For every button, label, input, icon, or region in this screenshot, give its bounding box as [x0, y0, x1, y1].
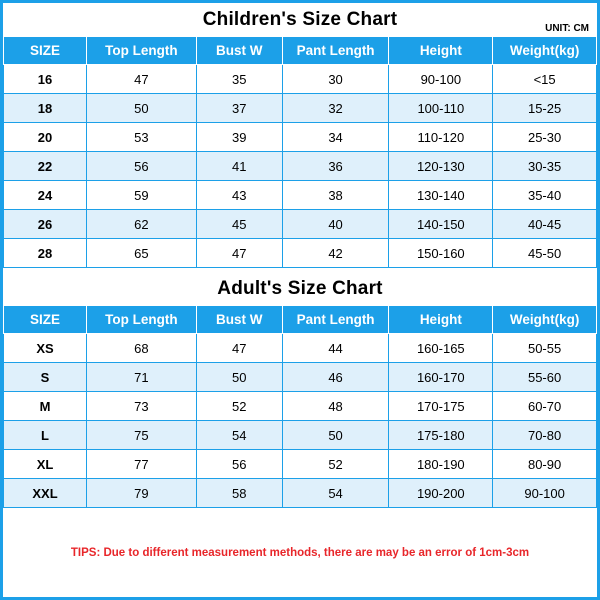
cell-size: M	[4, 392, 87, 421]
cell-weight: 60-70	[493, 392, 597, 421]
cell-size: S	[4, 363, 87, 392]
adult-col-height: Height	[389, 306, 493, 334]
table-row	[4, 94, 597, 123]
cell-height: 160-165	[389, 334, 493, 363]
cell-pant-length: 50	[282, 421, 389, 450]
children-col-bust-w: Bust W	[196, 37, 282, 65]
cell-height: 120-130	[389, 152, 493, 181]
table-row	[4, 65, 597, 94]
table-row	[4, 210, 597, 239]
children-col-weight: Weight(kg)	[493, 37, 597, 65]
cell-height: 130-140	[389, 181, 493, 210]
cell-height: 140-150	[389, 210, 493, 239]
unit-label: UNIT: CM	[545, 23, 589, 34]
adult-col-bust-w: Bust W	[196, 306, 282, 334]
cell-height: 180-190	[389, 450, 493, 479]
children-chart-title: Children's Size Chart	[202, 8, 398, 30]
adult-col-weight: Weight(kg)	[493, 306, 597, 334]
cell-top-length: 79	[87, 479, 197, 508]
children-col-height: Height	[389, 37, 493, 65]
cell-height: 100-110	[389, 94, 493, 123]
cell-size: XS	[4, 334, 87, 363]
cell-top-length: 73	[87, 392, 197, 421]
adult-size-table	[3, 305, 597, 508]
table-row	[4, 334, 597, 363]
cell-pant-length: 54	[282, 479, 389, 508]
cell-pant-length: 30	[282, 65, 389, 94]
cell-bust-w: 45	[196, 210, 282, 239]
children-col-pant-length: Pant Length	[282, 37, 389, 65]
cell-top-length: 62	[87, 210, 197, 239]
cell-bust-w: 47	[196, 334, 282, 363]
cell-pant-length: 44	[282, 334, 389, 363]
table-row	[4, 392, 597, 421]
adult-col-size: SIZE	[4, 306, 87, 334]
cell-height: 175-180	[389, 421, 493, 450]
cell-pant-length: 42	[282, 239, 389, 268]
adult-col-pant-length: Pant Length	[282, 306, 389, 334]
cell-bust-w: 35	[196, 65, 282, 94]
table-row	[4, 363, 597, 392]
cell-size: 16	[4, 65, 87, 94]
cell-height: 90-100	[389, 65, 493, 94]
cell-weight: 25-30	[493, 123, 597, 152]
cell-size: 18	[4, 94, 87, 123]
cell-height: 160-170	[389, 363, 493, 392]
table-row	[4, 152, 597, 181]
cell-pant-length: 40	[282, 210, 389, 239]
cell-weight: 35-40	[493, 181, 597, 210]
cell-pant-length: 48	[282, 392, 389, 421]
cell-height: 190-200	[389, 479, 493, 508]
cell-top-length: 50	[87, 94, 197, 123]
cell-weight: 30-35	[493, 152, 597, 181]
cell-pant-length: 34	[282, 123, 389, 152]
cell-height: 110-120	[389, 123, 493, 152]
children-col-top-length: Top Length	[87, 37, 197, 65]
table-row	[4, 181, 597, 210]
cell-top-length: 59	[87, 181, 197, 210]
cell-weight: 80-90	[493, 450, 597, 479]
cell-weight: 15-25	[493, 94, 597, 123]
children-chart-title-row	[3, 3, 597, 36]
cell-size: 22	[4, 152, 87, 181]
table-row	[4, 421, 597, 450]
cell-pant-length: 46	[282, 363, 389, 392]
cell-bust-w: 43	[196, 181, 282, 210]
cell-pant-length: 52	[282, 450, 389, 479]
cell-bust-w: 58	[196, 479, 282, 508]
children-size-table	[3, 36, 597, 268]
cell-weight: 55-60	[493, 363, 597, 392]
tips-text: TIPS: Due to different measurement methods, there are may be an error of 1cm-3cm	[70, 546, 530, 559]
table-row	[4, 450, 597, 479]
cell-size: XXL	[4, 479, 87, 508]
cell-top-length: 71	[87, 363, 197, 392]
cell-bust-w: 50	[196, 363, 282, 392]
cell-top-length: 65	[87, 239, 197, 268]
cell-bust-w: 52	[196, 392, 282, 421]
cell-bust-w: 39	[196, 123, 282, 152]
cell-size: 24	[4, 181, 87, 210]
cell-size: 26	[4, 210, 87, 239]
adult-chart-title-row	[3, 272, 597, 305]
children-table-header-row	[4, 37, 597, 65]
cell-size: 28	[4, 239, 87, 268]
table-row	[4, 123, 597, 152]
cell-top-length: 75	[87, 421, 197, 450]
cell-bust-w: 47	[196, 239, 282, 268]
cell-bust-w: 41	[196, 152, 282, 181]
adult-size-chart	[3, 272, 597, 508]
cell-weight: 90-100	[493, 479, 597, 508]
children-size-chart	[3, 3, 597, 268]
adult-col-top-length: Top Length	[87, 306, 197, 334]
children-col-size: SIZE	[4, 37, 87, 65]
cell-pant-length: 32	[282, 94, 389, 123]
tips-row	[3, 508, 597, 597]
cell-bust-w: 56	[196, 450, 282, 479]
cell-pant-length: 38	[282, 181, 389, 210]
cell-size: XL	[4, 450, 87, 479]
cell-weight: 40-45	[493, 210, 597, 239]
cell-size: L	[4, 421, 87, 450]
cell-top-length: 68	[87, 334, 197, 363]
cell-weight: 70-80	[493, 421, 597, 450]
table-row	[4, 239, 597, 268]
table-row	[4, 479, 597, 508]
adult-table-header-row	[4, 306, 597, 334]
cell-weight: 50-55	[493, 334, 597, 363]
cell-top-length: 56	[87, 152, 197, 181]
cell-size: 20	[4, 123, 87, 152]
cell-bust-w: 37	[196, 94, 282, 123]
cell-pant-length: 36	[282, 152, 389, 181]
cell-top-length: 77	[87, 450, 197, 479]
cell-bust-w: 54	[196, 421, 282, 450]
cell-top-length: 53	[87, 123, 197, 152]
adult-chart-title: Adult's Size Chart	[217, 277, 383, 299]
cell-height: 170-175	[389, 392, 493, 421]
cell-top-length: 47	[87, 65, 197, 94]
cell-weight: 45-50	[493, 239, 597, 268]
cell-weight: <15	[493, 65, 597, 94]
cell-height: 150-160	[389, 239, 493, 268]
